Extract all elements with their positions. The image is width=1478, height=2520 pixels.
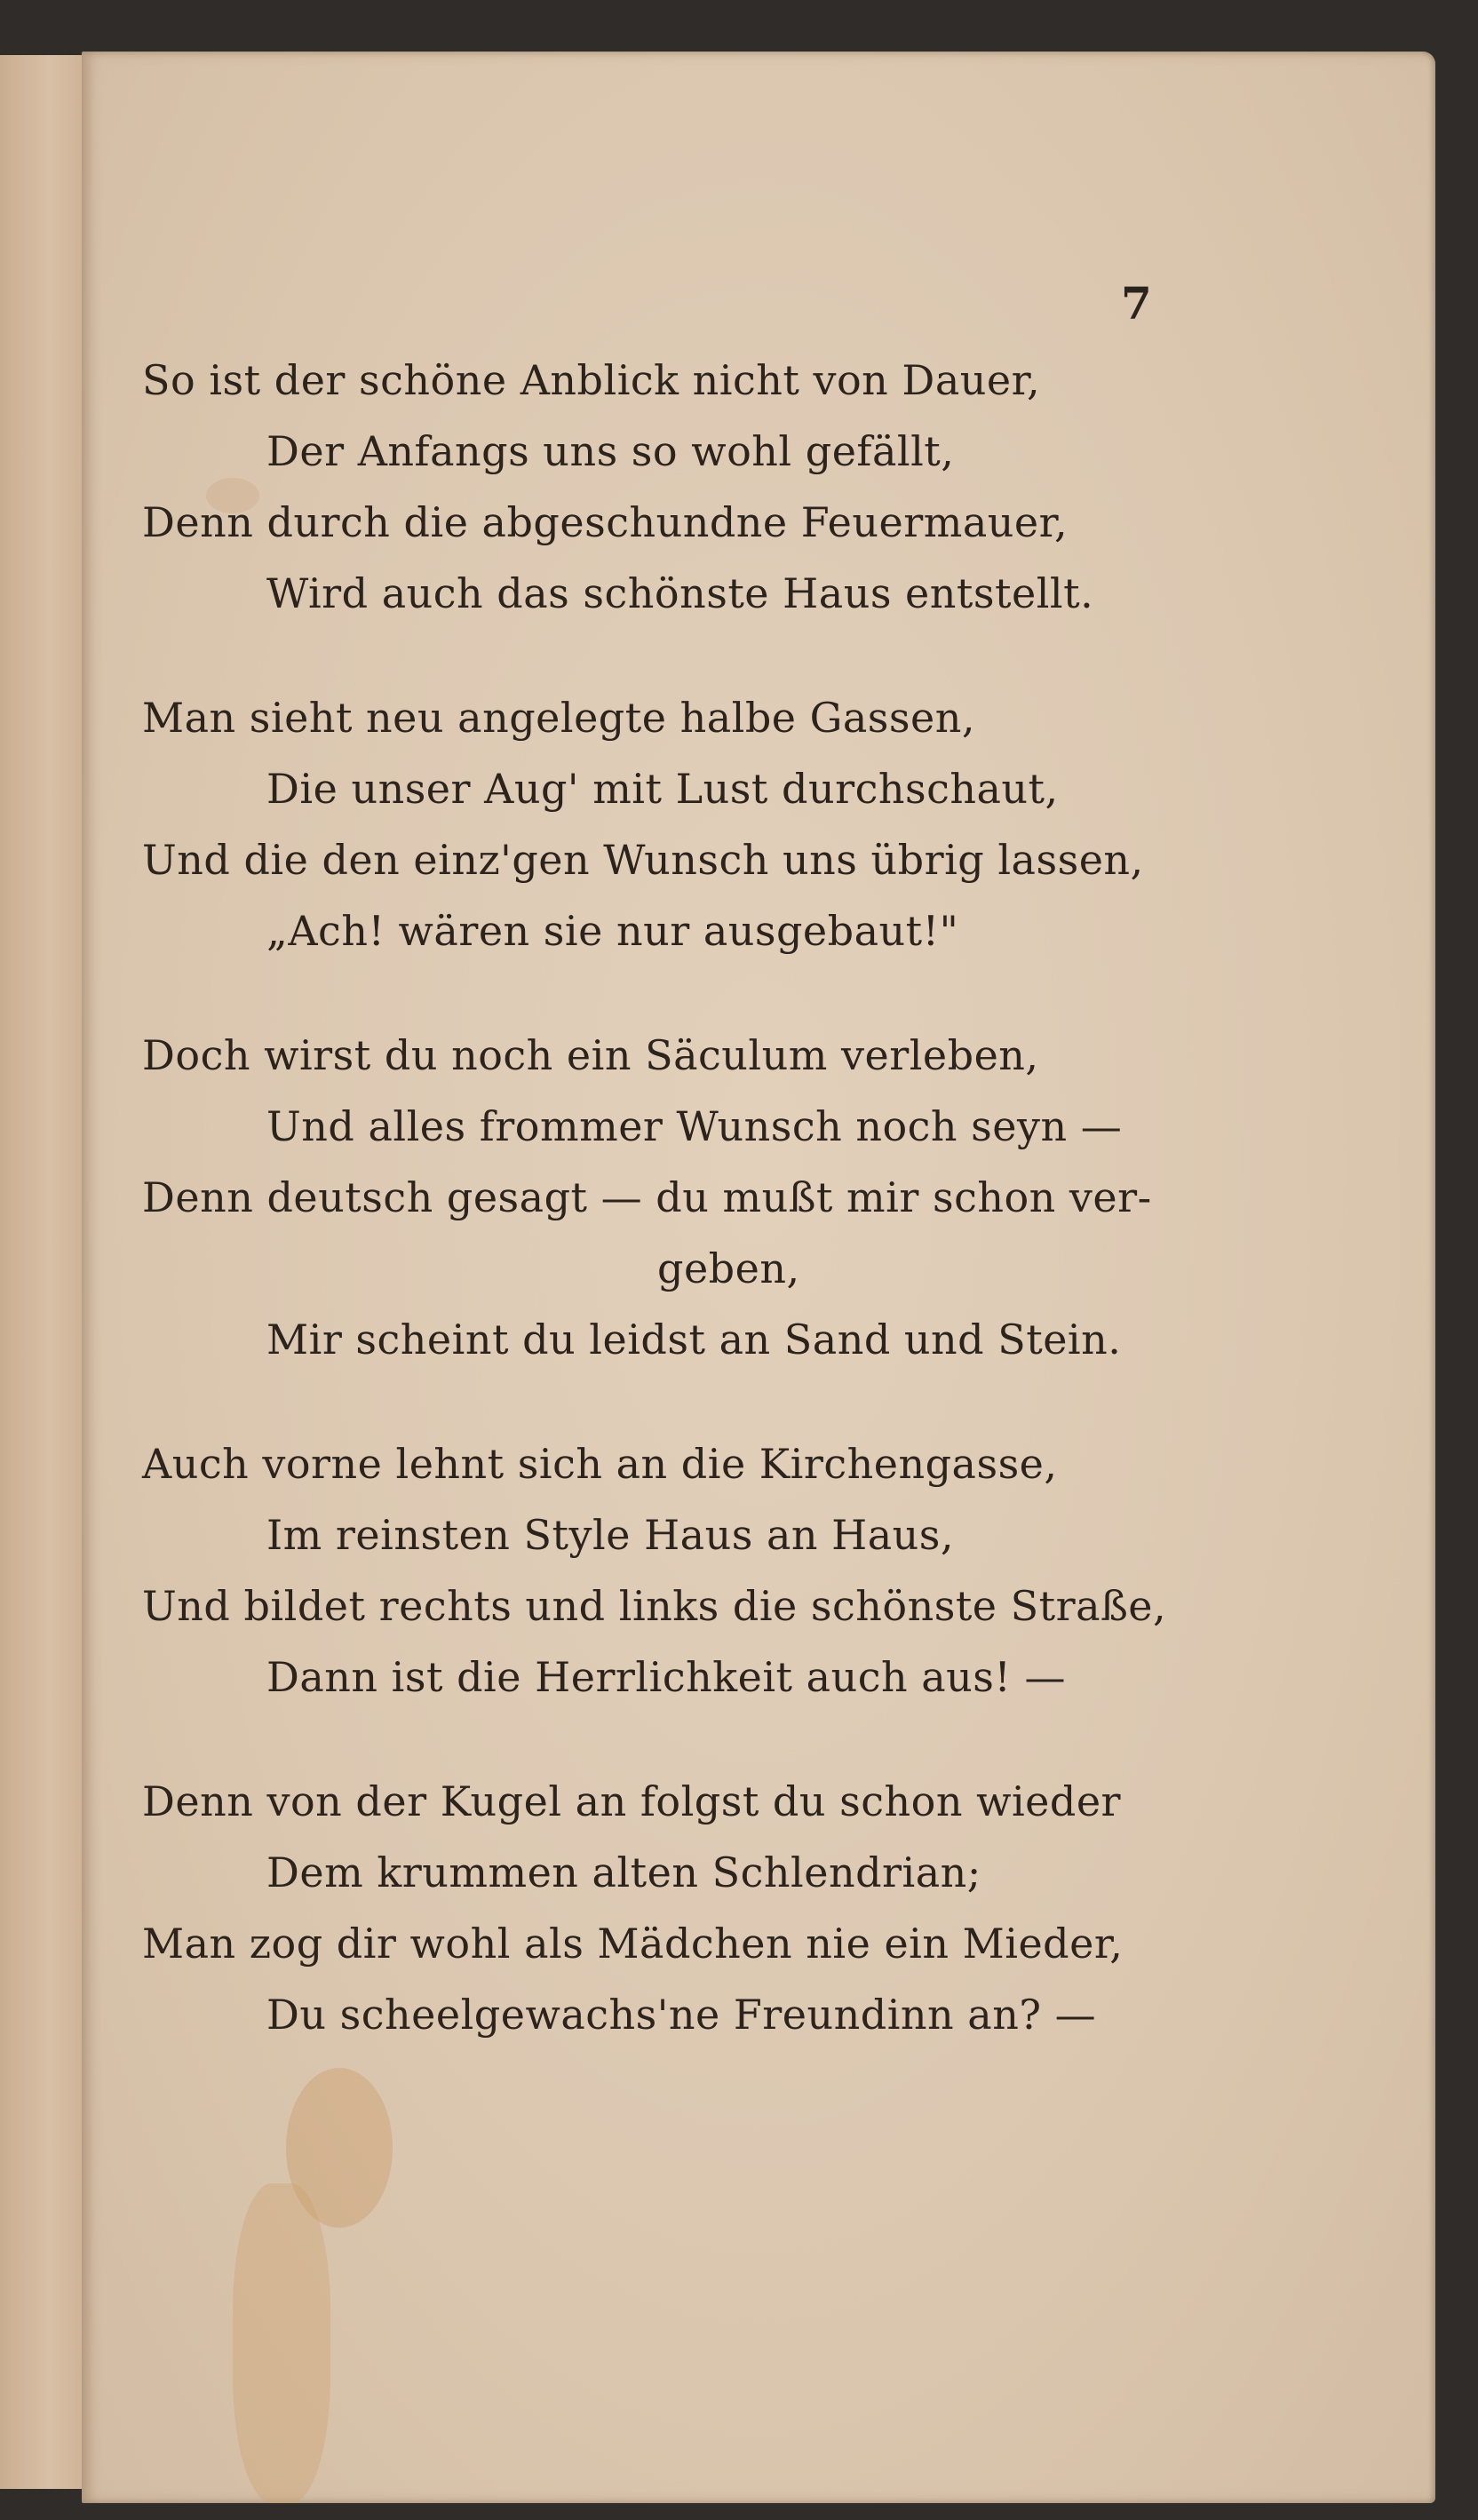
verse-line: Und bildet rechts und links die schönste Straße, [142, 1582, 1167, 1630]
foxing-stain [233, 2183, 330, 2503]
verse-line: Denn deutsch gesagt — du mußt mir schon ver- [142, 1173, 1152, 1221]
page-number: 7 [1121, 277, 1152, 330]
poem-text [142, 345, 1190, 2103]
previous-page-edge [0, 55, 83, 2489]
verse-line: Die unser Aug' mit Lust durchschaut, [266, 765, 1059, 813]
verse-line: So ist der schöne Anblick nicht von Dauer, [142, 356, 1041, 404]
verse-line: Dann ist die Herrlichkeit auch aus! — [266, 1653, 1066, 1701]
stanza-1 [142, 345, 1190, 629]
verse-line: Mir scheint du leidst an Sand und Stein. [266, 1316, 1122, 1363]
verse-line: Denn von der Kugel an folgst du schon wieder [142, 1777, 1122, 1825]
verse-line: Und alles frommer Wunsch noch seyn — [266, 1102, 1123, 1150]
verse-line: Denn durch die abgeschundne Feuermauer, [142, 498, 1069, 546]
verse-line: Auch vorne lehnt sich an die Kirchengasse, [142, 1440, 1058, 1488]
verse-line: Im reinsten Style Haus an Haus, [266, 1511, 955, 1559]
verse-line: Der Anfangs uns so wohl gefällt, [266, 427, 955, 475]
verse-line: Doch wirst du noch ein Säculum verleben, [142, 1031, 1039, 1079]
verse-line: „Ach! wären sie nur ausgebaut!" [266, 907, 959, 955]
verse-line: Man sieht neu angelegte halbe Gassen, [142, 694, 975, 742]
verse-line: Du scheelgewachs'ne Freundinn an? — [266, 1991, 1097, 2039]
stanza-3 [142, 1020, 1190, 1375]
stanza-2 [142, 682, 1190, 966]
verse-line-continuation: geben, [657, 1244, 800, 1292]
verse-line: Wird auch das schönste Haus entstellt. [266, 569, 1094, 617]
verse-line: Dem krummen alten Schlendrian; [266, 1848, 981, 1896]
verse-line: Man zog dir wohl als Mädchen nie ein Mieder, [142, 1920, 1124, 1968]
stanza-5 [142, 1766, 1190, 2050]
stanza-4 [142, 1428, 1190, 1713]
verse-line: Und die den einz'gen Wunsch uns übrig lassen, [142, 836, 1144, 884]
